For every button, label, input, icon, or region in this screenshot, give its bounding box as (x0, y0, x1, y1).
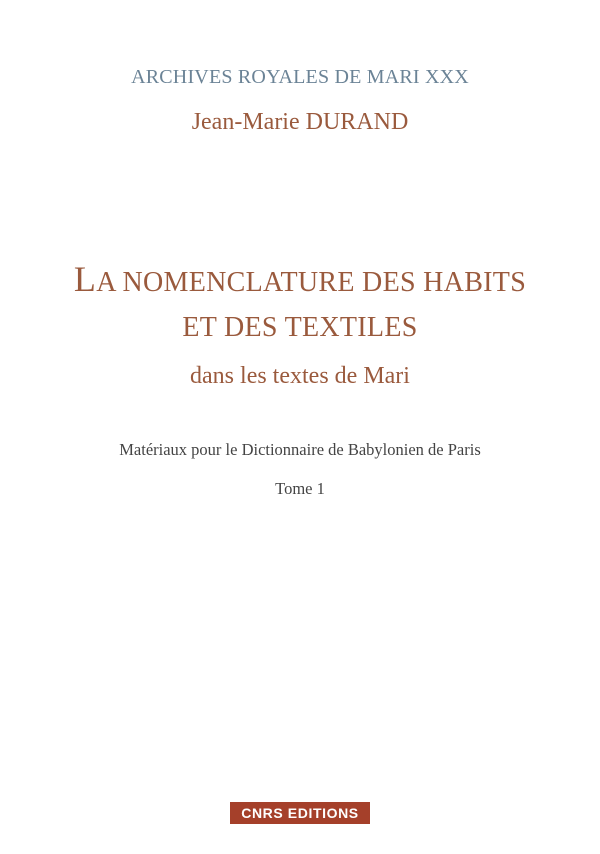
author-name: Jean-Marie DURAND (191, 109, 409, 135)
book-title-line-2 (0, 310, 600, 344)
collection-name: Matériaux pour le Dictionnaire de Babylonien de Paris (119, 440, 481, 459)
book-subtitle: dans les textes de Mari (190, 363, 410, 389)
book-title-line-1 (0, 258, 600, 300)
title-line-1-rest: A NOMENCLATURE DES HABITS (96, 267, 527, 298)
title-line-2-text: ET DES TEXTILES (182, 312, 418, 343)
title-initial: L (73, 259, 97, 299)
volume-number: Tome 1 (275, 479, 325, 498)
publisher-logo: CNRS EDITIONS (230, 802, 370, 824)
series-title: ARCHIVES ROYALES DE MARI XXX (131, 66, 469, 88)
